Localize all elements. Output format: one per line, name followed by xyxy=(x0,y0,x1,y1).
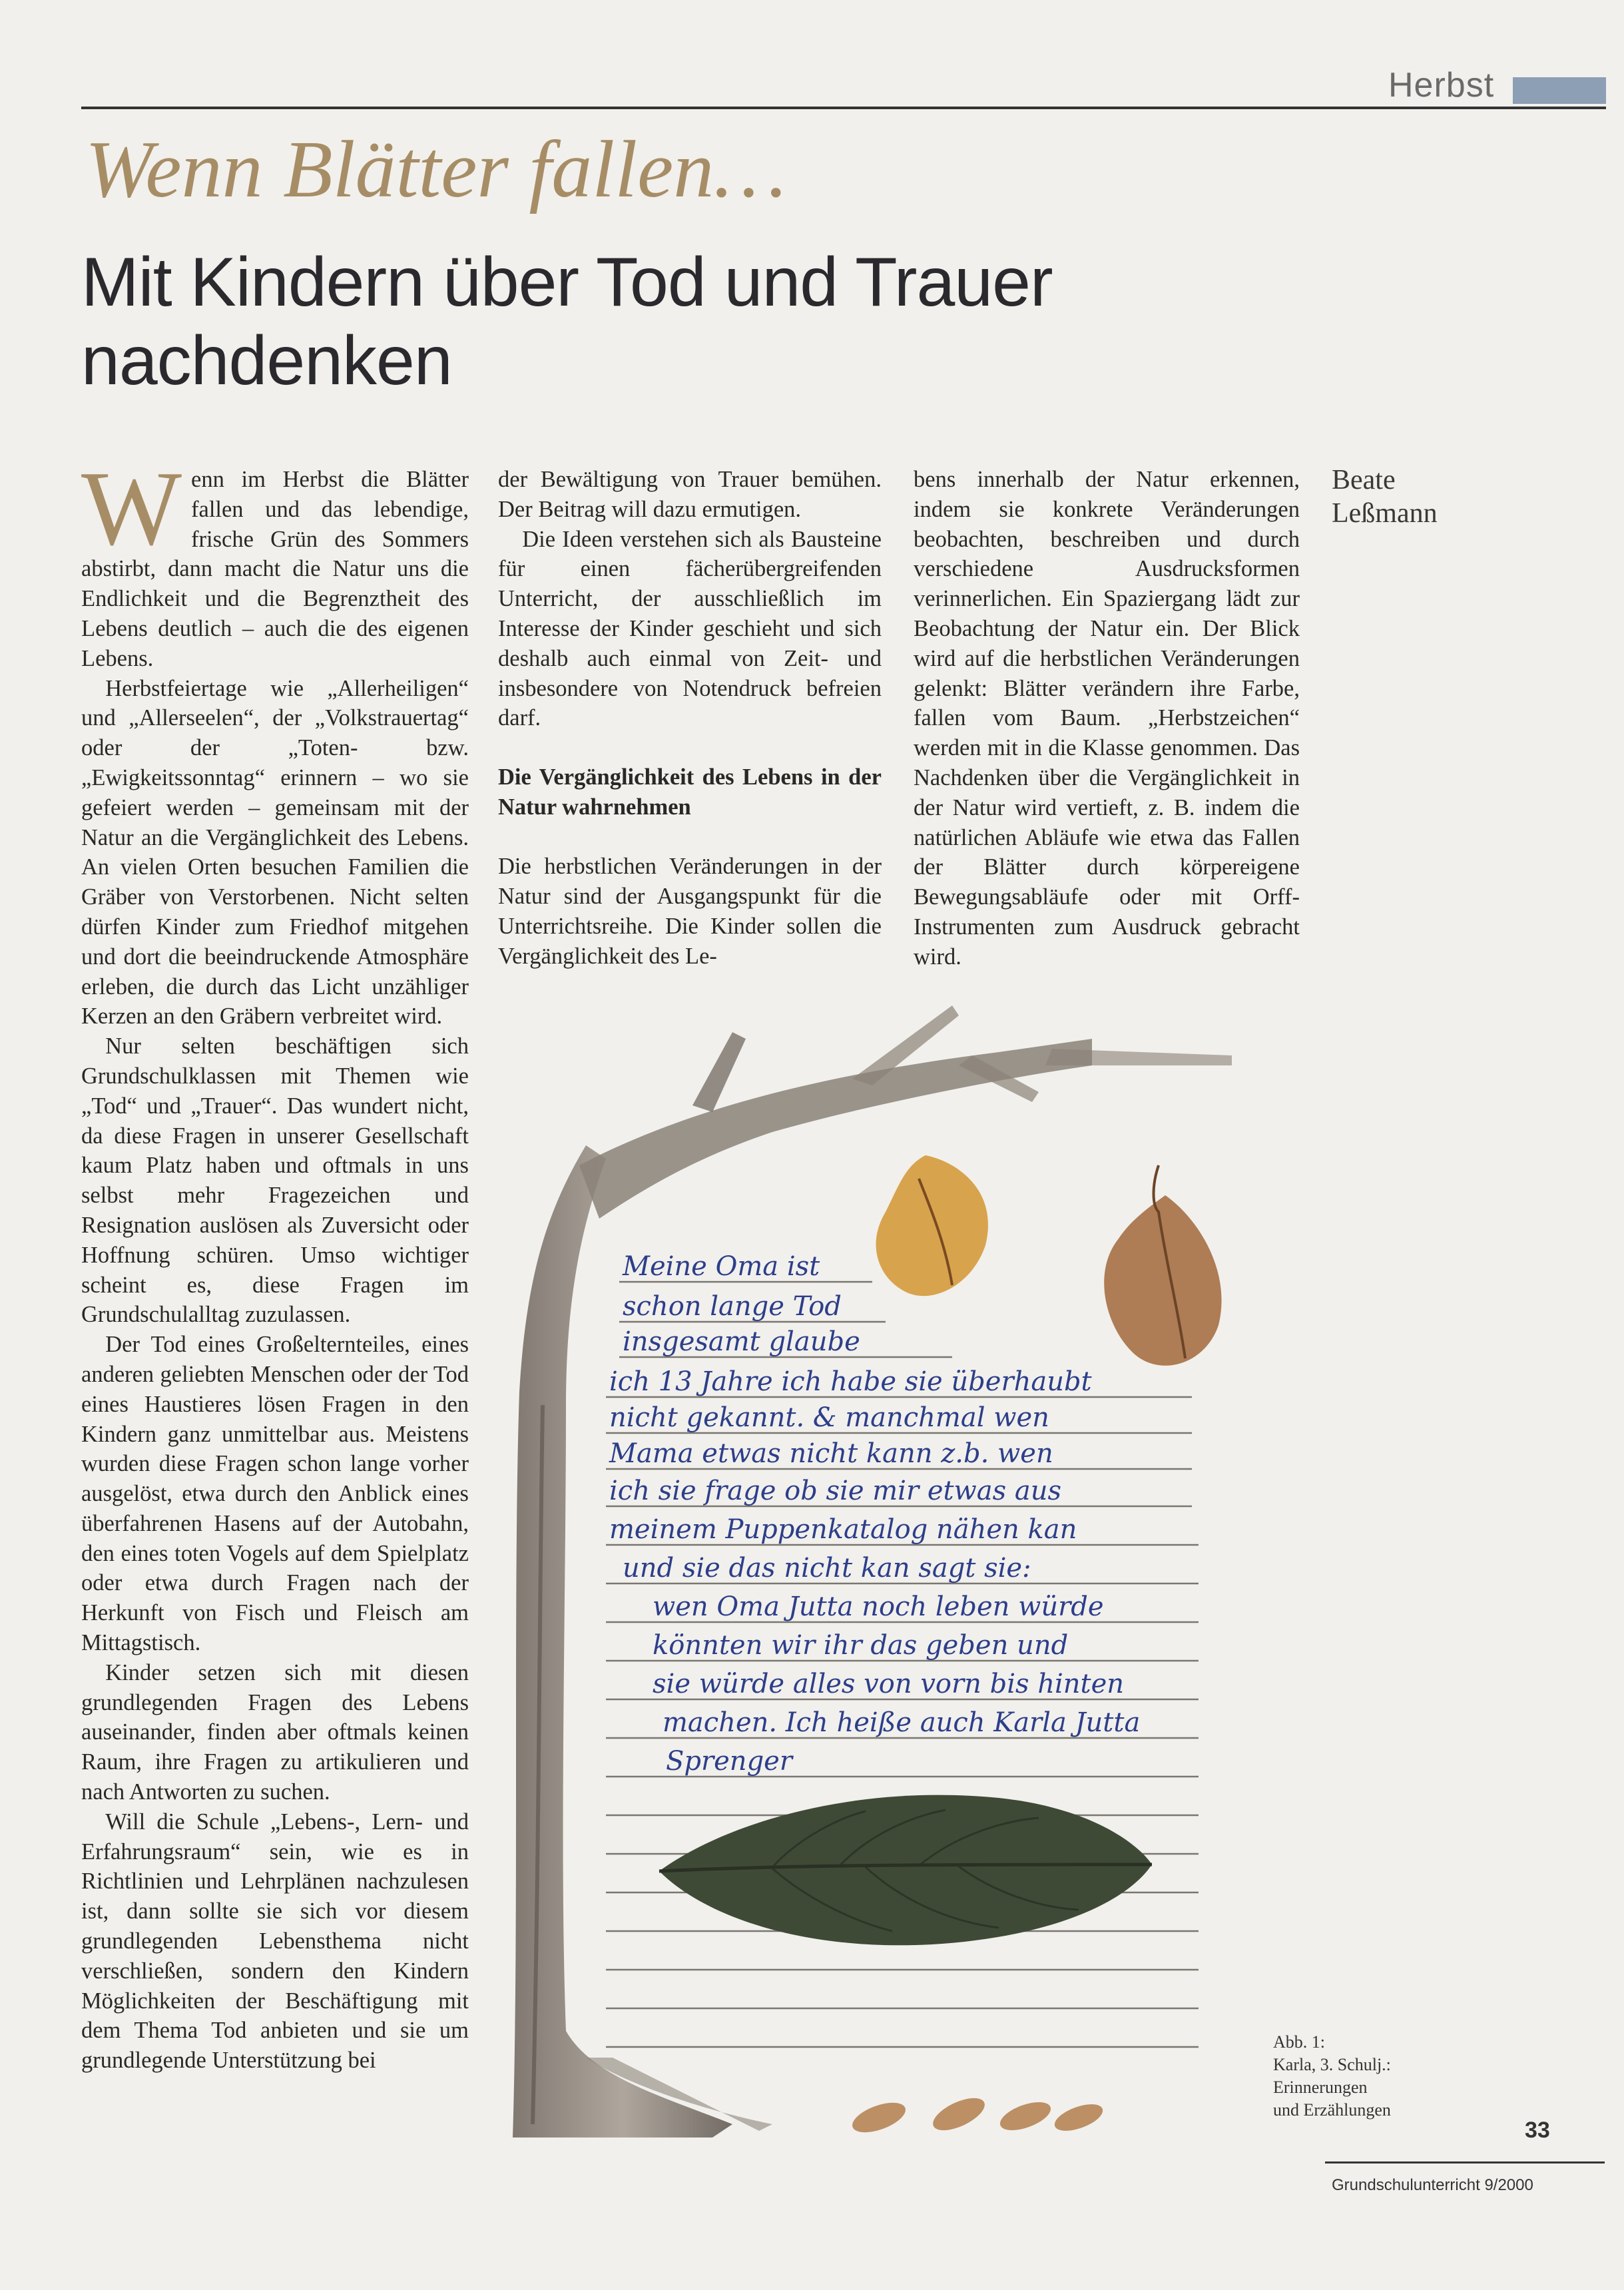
section-subheading: Die Vergänglichkeit des Lebens in der Natur wahrnehmen xyxy=(498,764,882,820)
article-column-3 xyxy=(914,465,1300,972)
paragraph: Die herbstlichen Veränderungen in der Natur sind der Ausgangspunkt für die Unterrichtsreihe. Die Kinder sollen die Vergänglichkeit des Le- xyxy=(498,854,882,969)
handwriting-line: machen. Ich heiße auch Karla Jutta xyxy=(663,1707,1141,1738)
paragraph: Die Ideen verstehen sich als Bausteine für einen fächerübergreifenden Unterricht, der ausschließlich im Interesse der Kinder geschieht und sich deshalb auch einmal von Zeit- und insbesondere von Notendruck befreien darf. xyxy=(498,526,882,731)
author-byline xyxy=(1332,463,1438,530)
top-rule xyxy=(81,107,1606,109)
paragraph: bens innerhalb der Natur erkennen, indem sie konkrete Veränderungen beobachten, beschreiben und durch verschiedene Ausdrucksformen verinnerlichen. Ein Spaziergang lädt zur Beobachtung der Natur ein. Der Blick wird auf die herbstlichen Veränderungen gelenkt: Blätter verändern ihre Farbe, fallen vom Baum. „Herbstzeichen“ werden mit in die Klasse genommen. Das Nachdenken über die Vergänglichkeit in der Natur wird vertieft, z. B. indem die natürlichen Abläufe wie etwa das Fallen der Blätter durch körpereigene Bewegungsabläufe oder mit Orff-Instrumenten zum Ausdruck gebracht wird. xyxy=(914,467,1300,970)
paragraph: enn im Herbst die Blätter fallen und das lebendige, frische Grün des Sommers abstirbt, dann macht die Natur uns die Endlichkeit und die Begrenztheit des Lebens deutlich – auch die des eigenen Lebens. xyxy=(81,467,469,671)
handwriting-line: könnten wir ihr das geben und xyxy=(653,1630,1069,1661)
article-kicker: Wenn Blätter fallen… xyxy=(85,125,786,214)
journal-footer: Grundschulunterricht 9/2000 xyxy=(1332,2176,1533,2194)
paragraph: Kinder setzen sich mit diesen grundlegenden Fragen des Lebens auseinander, finden aber oftmals keinen Raum, ihre Fragen zu artikulieren und nach Antworten zu suchen. xyxy=(81,1659,469,1805)
paragraph: Herbstfeiertage wie „Allerheiligen“ und „Allerseelen“, der „Volkstrauertag“ oder der „Toten- bzw. „Ewigkeitssonntag“ erinnern – wo sie gefeiert werden – gemeinsam mit der Natur an die Vergänglichkeit des Lebens. An vielen Orten besuchen Familien die Gräber von Verstorbenen. Nicht selten dürfen Kinder zum Friedhof mitgehen und dort die beeindruckende Atmosphäre erleben, die durch das Licht unzähliger Kerzen an den Gräbern verbreitet wird. xyxy=(81,675,469,1029)
figure-caption: Abb. 1: Karla, 3. Schulj.: Erinnerungen und Erzählungen xyxy=(1273,2032,1391,2120)
handwriting-line: und sie das nicht kan sagt sie: xyxy=(623,1553,1031,1583)
page-number: 33 xyxy=(1525,2118,1550,2143)
paragraph: Der Tod eines Großelternteiles, eines anderen geliebten Menschen oder der Tod eines Haustieres lösen Fragen in den Kindern ganz unmittelbar aus. Meistens wurden diese Fragen schon lange vorher ausgelöst, etwa durch den Anblick eines überfahrenen Hasens auf der Autobahn, den eines toten Vogels auf dem Spielplatz oder etwa durch Fragen nach der Herkunft von Fisch und Fleisch am Mittagstisch. xyxy=(81,1332,469,1656)
handwriting-line: Mama etwas nicht kann z.b. wen xyxy=(609,1438,1053,1469)
drop-cap: W xyxy=(81,449,182,567)
handwriting-line: meinem Puppenkatalog nähen kan xyxy=(609,1514,1077,1545)
pressed-leaf xyxy=(659,1795,1152,1946)
paragraph: der Bewältigung von Trauer bemühen. Der Beitrag will dazu ermutigen. xyxy=(498,467,882,522)
handwriting-line: schon lange Tod xyxy=(623,1291,842,1322)
handwriting-line: ich sie frage ob sie mir etwas aus xyxy=(609,1476,1062,1506)
section-tag: Herbst xyxy=(1388,66,1495,105)
author-first-name: Beate xyxy=(1332,465,1396,495)
handwriting-line: nicht gekannt. & manchmal wen xyxy=(609,1402,1049,1433)
article-column-2 xyxy=(498,465,882,971)
handwriting-line: sie würde alles von vorn bis hinten xyxy=(653,1669,1125,1699)
paragraph: Nur selten beschäftigen sich Grundschulklassen mit Themen wie „Tod“ und „Trauer“. Das wundert nicht, da diese Fragen in unserer Gesellschaft kaum Platz haben und oftmals in uns selbst mehr Fragezeichen und Resignation auslösen als Zuversicht oder Hoffnung schüren. Umso wichtiger scheint es, diese Fragen im Grundschulalltag zuzulassen. xyxy=(81,1033,469,1328)
article-headline: Mit Kindern über Tod und Trauer nachdenken xyxy=(81,244,1053,400)
handwriting-line: wen Oma Jutta noch leben würde xyxy=(653,1591,1104,1622)
handwriting-line: Sprenger xyxy=(666,1746,792,1777)
tree-branch xyxy=(579,1039,1092,1219)
child-drawing-figure xyxy=(493,992,1258,2138)
autumn-leaf-yellow xyxy=(876,1155,988,1296)
paragraph: Will die Schule „Lebens-, Lern- und Erfahrungsraum“ sein, wie es in Richtlinien und Lehrplänen nachzulesen ist, dann sollte sie sich vor diesem grundlegenden Lebensthema nicht verschließen, sondern den Kindern Möglichkeiten der Beschäftigung mit dem Thema Tod anbieten und sie um grundlegende Unterstützung bei xyxy=(81,1809,469,2074)
article-column-1 xyxy=(81,449,469,2076)
fallen-leaves xyxy=(848,2092,1106,2138)
footer-rule xyxy=(1325,2161,1605,2163)
handwriting-line: ich 13 Jahre ich habe sie überhaubt xyxy=(609,1366,1092,1397)
autumn-leaf-brown xyxy=(1104,1195,1221,1366)
author-last-name: Leßmann xyxy=(1332,498,1438,529)
section-color-bar xyxy=(1513,77,1606,104)
handwriting-line: Meine Oma ist xyxy=(623,1251,820,1282)
handwriting-line: insgesamt glaube xyxy=(623,1326,860,1357)
